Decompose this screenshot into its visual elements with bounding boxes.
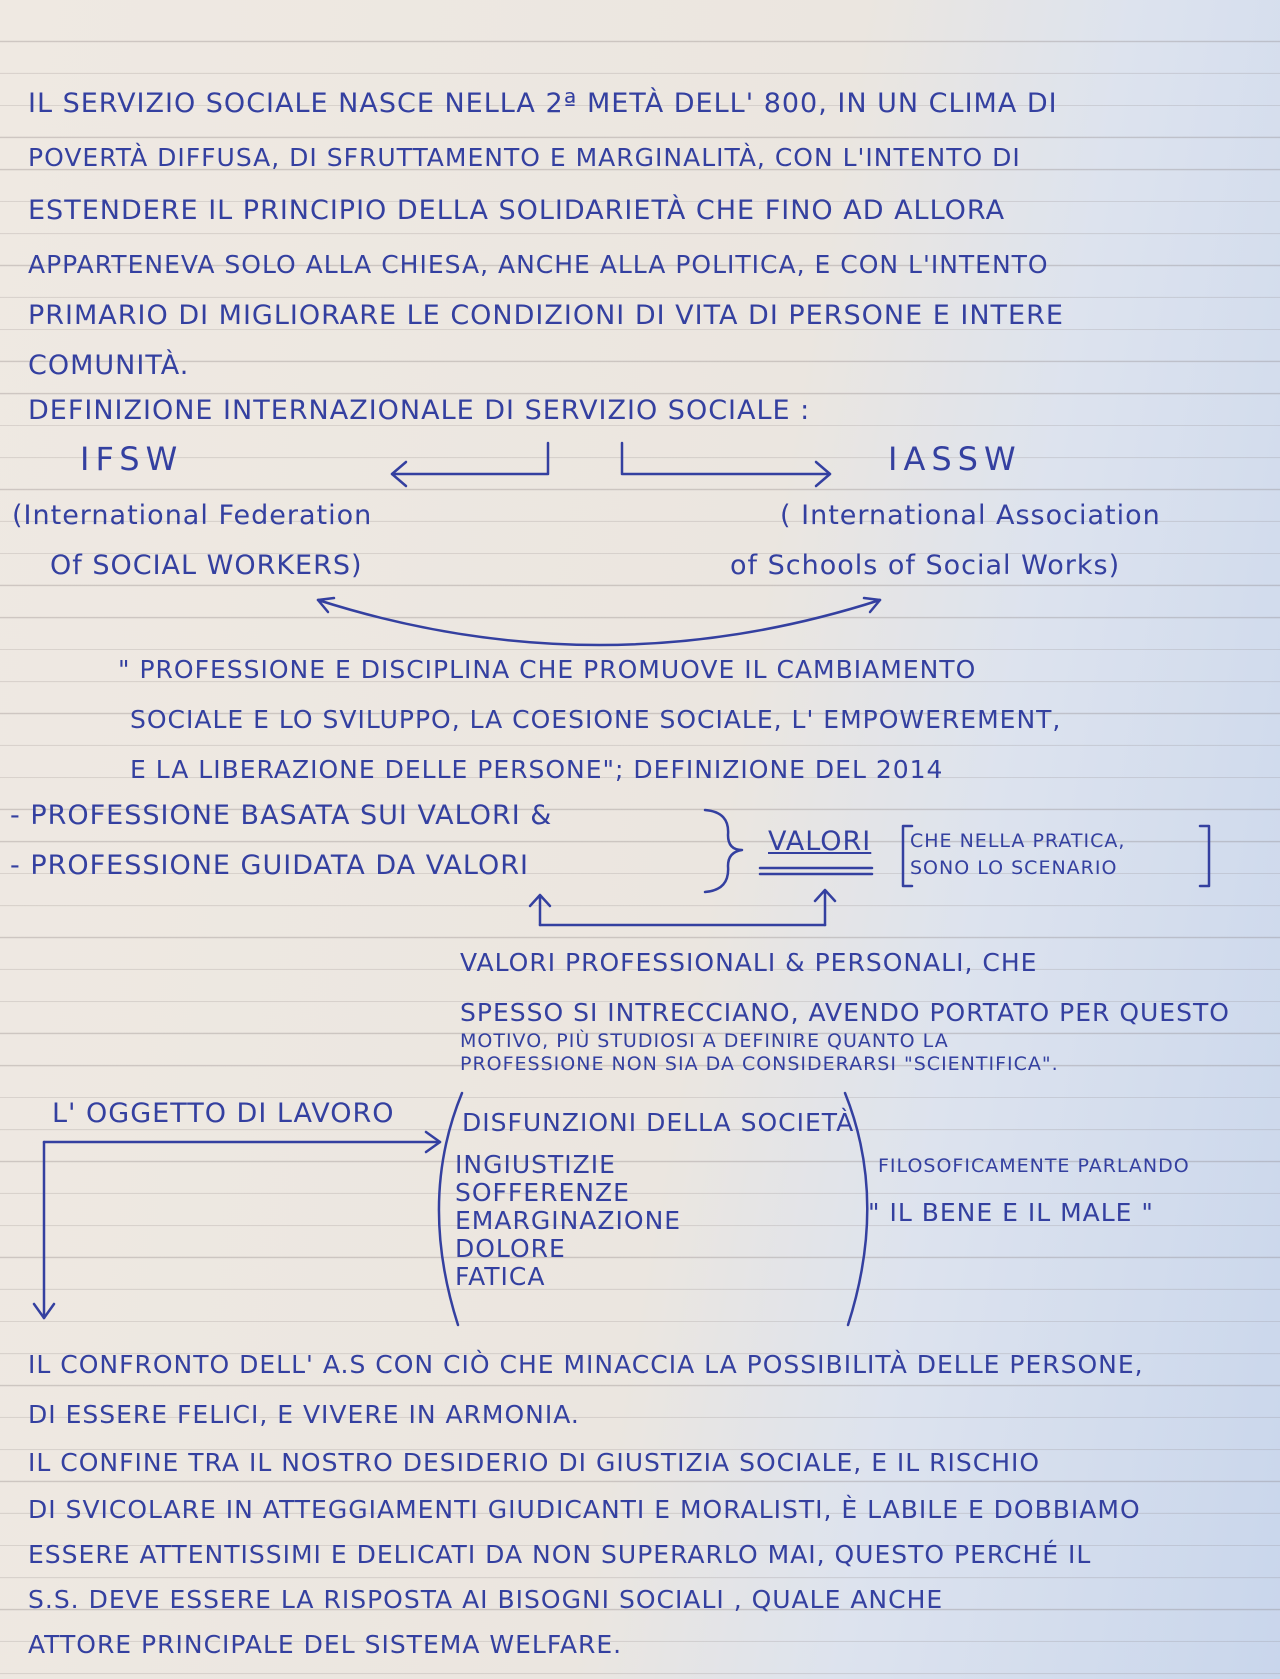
object-side-line-2: " IL BENE E IL MALE "	[868, 1198, 1154, 1227]
values-text-line-2: SPESSO SI INTRECCIANO, AVENDO PORTATO PER QUESTO	[460, 998, 1230, 1027]
object-list-item-3: SOFFERENZE	[455, 1178, 630, 1207]
object-list-item-1: DISFUNZIONI DELLA SOCIETÀ	[462, 1108, 855, 1137]
intro-line-1: IL SERVIZIO SOCIALE NASCE NELLA 2ª METÀ DELL' 800, IN UN CLIMA DI	[28, 88, 1058, 119]
arrow-to-ifsw	[392, 443, 548, 474]
object-side-line-1: FILOSOFICAMENTE PARLANDO	[878, 1155, 1190, 1177]
conclusion-line-3: IL CONFINE TRA IL NOSTRO DESIDERIO DI GIUSTIZIA SOCIALE, E IL RISCHIO	[28, 1448, 1041, 1477]
arrow-up-left	[530, 895, 550, 925]
list-paren-left	[439, 1093, 462, 1325]
object-list-item-6: FATICA	[455, 1262, 546, 1291]
values-item-2: - PROFESSIONE GUIDATA DA VALORI	[10, 850, 529, 881]
list-paren-right	[845, 1093, 867, 1325]
conclusion-line-5: ESSERE ATTENTISSIMI E DELICATI DA NON SUPERARLO MAI, QUESTO PERCHÉ IL	[28, 1540, 1092, 1569]
conclusion-line-7: ATTORE PRINCIPALE DEL SISTEMA WELFARE.	[28, 1630, 623, 1659]
values-label: VALORI	[768, 826, 872, 857]
note-bracket-right	[1200, 826, 1209, 886]
quote-line-3: E LA LIBERAZIONE DELLE PERSONE"; DEFINIZIONE DEL 2014	[130, 755, 944, 784]
ifsw-full-line-1: (International Federation	[12, 500, 373, 531]
intro-line-3: ESTENDERE IL PRINCIPIO DELLA SOLIDARIETÀ CHE FINO AD ALLORA	[28, 195, 1006, 226]
values-text-line-3: MOTIVO, PIÙ STUDIOSI A DEFINIRE QUANTO LA	[460, 1030, 949, 1052]
definition-heading: DEFINIZIONE INTERNAZIONALE DI SERVIZIO SOCIALE :	[28, 395, 811, 426]
values-item-1: - PROFESSIONE BASATA SUI VALORI &	[10, 800, 553, 831]
intro-line-5: PRIMARIO DI MIGLIORARE LE CONDIZIONI DI VITA DI PERSONE E INTERE	[28, 300, 1064, 331]
intro-line-4: APPARTENEVA SOLO ALLA CHIESA, ANCHE ALLA POLITICA, E CON L'INTENTO	[28, 250, 1049, 279]
iassw-acronym: IASSW	[888, 440, 1022, 478]
note-bracket-left	[903, 826, 912, 886]
object-label: L' OGGETTO DI LAVORO	[52, 1098, 395, 1129]
ifsw-full-line-2: Of SOCIAL WORKERS)	[50, 550, 363, 581]
intro-line-6: COMUNITÀ.	[28, 350, 190, 381]
conclusion-line-4: DI SVICOLARE IN ATTEGGIAMENTI GIUDICANTI E MORALISTI, È LABILE E DOBBIAMO	[28, 1495, 1141, 1524]
conclusion-line-6: S.S. DEVE ESSERE LA RISPOSTA AI BISOGNI SOCIALI , QUALE ANCHE	[28, 1585, 944, 1614]
arrow-up-right	[815, 890, 835, 925]
arrow-to-iassw	[622, 443, 830, 474]
object-list-item-4: EMARGINAZIONE	[455, 1206, 682, 1235]
iassw-full-line-1: ( International Association	[780, 500, 1161, 531]
values-note-line-1: CHE NELLA PRATICA,	[910, 830, 1126, 852]
values-text-line-4: PROFESSIONE NON SIA DA CONSIDERARSI "SCIENTIFICA".	[460, 1053, 1059, 1075]
values-text-line-1: VALORI PROFESSIONALI & PERSONALI, CHE	[460, 948, 1038, 977]
object-list-item-2: INGIUSTIZIE	[455, 1150, 616, 1179]
intro-line-2: POVERTÀ DIFFUSA, DI SFRUTTAMENTO E MARGINALITÀ, CON L'INTENTO DI	[28, 143, 1021, 172]
quote-line-2: SOCIALE E LO SVILUPPO, LA COESIONE SOCIALE, L' EMPOWEREMENT,	[130, 705, 1062, 734]
conclusion-line-2: DI ESSERE FELICI, E VIVERE IN ARMONIA.	[28, 1400, 580, 1429]
values-double-underline	[760, 868, 872, 874]
values-note-line-2: SONO LO SCENARIO	[910, 857, 1118, 879]
object-list-item-5: DOLORE	[455, 1234, 566, 1263]
ifsw-acronym: IFSW	[80, 440, 184, 478]
conclusion-line-1: IL CONFRONTO DELL' A.S CON CIÒ CHE MINACCIA LA POSSIBILITÀ DELLE PERSONE,	[28, 1350, 1144, 1379]
quote-line-1: " PROFESSIONE E DISCIPLINA CHE PROMUOVE IL CAMBIAMENTO	[118, 655, 977, 684]
values-brace	[705, 810, 742, 892]
iassw-full-line-2: of Schools of Social Works)	[730, 550, 1121, 581]
curved-double-arrow	[318, 600, 880, 645]
